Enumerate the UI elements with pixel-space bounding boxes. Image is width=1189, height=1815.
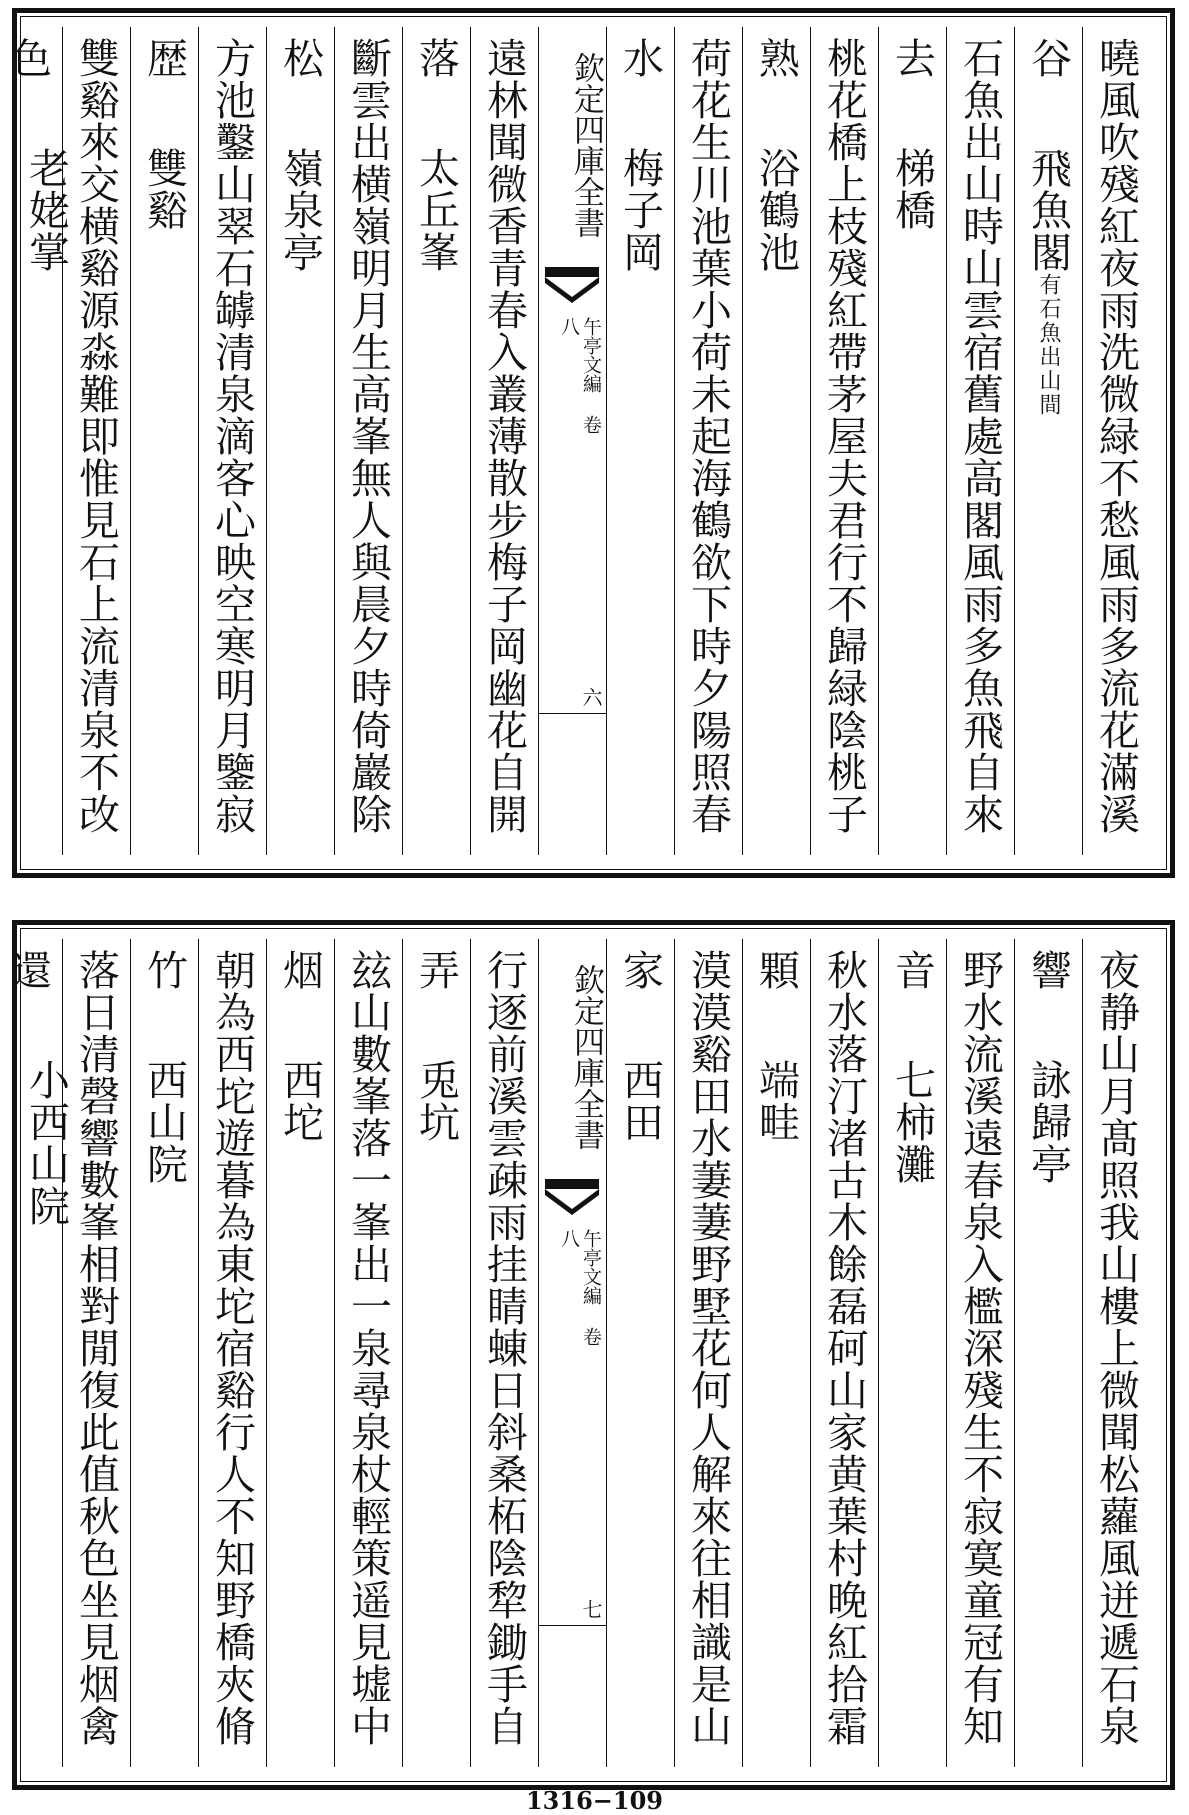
poem-title-text: 飛魚閣 — [1024, 147, 1072, 273]
poem-line: 漠漠谿田水萋萋野墅花何人解來往相識是山家 — [616, 949, 732, 1747]
annotation-right: 有石魚 — [1036, 273, 1061, 345]
poem-line: 方池鑿山翠石罅清泉滴客心映空寒明月鑒寂歴 — [140, 37, 256, 835]
title-column — [878, 939, 946, 1767]
poem-line: 玆山數峯落一峯出一泉尋泉杖輕策遥見墟中烟 — [276, 949, 392, 1747]
center-fold-column — [538, 27, 606, 855]
chapter-label — [543, 1229, 602, 1349]
chapter-label — [543, 317, 602, 437]
poem-title: 西田 — [616, 1059, 664, 1143]
volume-label: 卷八 — [558, 317, 602, 434]
book-title: 欽定四庫全書 — [568, 52, 604, 238]
poem-title: 雙谿 — [140, 147, 188, 231]
title-column — [266, 939, 334, 1767]
poem-title: 老姥掌 — [22, 147, 70, 273]
poem-line: 落日清磬響數峯相對閒復此值秋色坐見烟禽還 — [4, 949, 120, 1747]
center-fold-column — [538, 939, 606, 1767]
volume-label: 卷八 — [558, 1229, 602, 1346]
leaf-number: 七 — [539, 1599, 606, 1626]
poem-title: 端畦 — [752, 1059, 800, 1143]
poem-line: 桃花橋上枝殘紅帶茅屋夫君行不歸緑陰桃子熟 — [752, 37, 868, 835]
poem-line: 秋水落汀渚古木餘磊砢山家黄葉村晚紅拾霜顆 — [752, 949, 868, 1747]
title-column — [130, 939, 198, 1767]
book-title: 欽定四庫全書 — [568, 964, 604, 1150]
work-title: 午亭文編 — [580, 317, 602, 393]
work-title: 午亭文編 — [580, 1229, 602, 1305]
poem-line: 野水流溪遠春泉入檻深殘生不寂寞童冠有知音 — [888, 949, 1004, 1747]
poem-line: 夜静山月髙照我山樓上微聞松蘿風迸遞石泉響 — [1024, 949, 1140, 1747]
title-column — [130, 27, 198, 855]
poem-line: 石魚出山時山雲宿舊處高閣風雨多魚飛自來去 — [888, 37, 1004, 835]
poem-line: 遠林聞微香青春入叢薄散步梅子岡幽花自開落 — [412, 37, 528, 835]
poem-line: 曉風吹殘紅夜雨洗微緑不愁風雨多流花滿溪谷 — [1024, 37, 1140, 835]
leaf-number: 六 — [539, 687, 606, 714]
book-page-upper — [4, 8, 1175, 878]
title-column — [266, 27, 334, 855]
poem-line: 行逐前溪雲疎雨挂睛蝀日斜桑柘陰犂鋤手自弄 — [412, 949, 528, 1747]
title-column — [606, 27, 674, 855]
annotation-note — [1034, 273, 1062, 417]
poem-line: 斷雲出横嶺明月生高峯無人與晨夕時倚巖除松 — [276, 37, 392, 835]
poem-title: 梯橋 — [888, 147, 936, 231]
annotation-left: 出山間 — [1036, 345, 1061, 417]
title-column — [742, 27, 810, 855]
poem-title: 太丘峯 — [412, 147, 460, 273]
title-column — [742, 939, 810, 1767]
poem-line: 荷花生川池葉小荷未起海鶴欲下時夕陽照春水 — [616, 37, 732, 835]
fish-tail-mark — [545, 267, 600, 303]
poem-title: 小西山院 — [22, 1059, 70, 1227]
title-column — [402, 939, 470, 1767]
fish-tail-mark — [545, 1179, 600, 1215]
poem-title: 梅子岡 — [616, 147, 664, 273]
title-column — [1014, 939, 1082, 1767]
poem-title — [1014, 27, 1082, 855]
poem-line: 朝為西坨遊暮為東坨宿谿行人不知野橋夾脩竹 — [140, 949, 256, 1747]
poem-title: 詠歸亭 — [1024, 1059, 1072, 1185]
poem-title: 浴鶴池 — [752, 147, 800, 273]
poem-line: 雙谿來交横谿源淼難即惟見石上流清泉不改色 — [4, 37, 120, 835]
title-column — [878, 27, 946, 855]
poem-title: 嶺泉亭 — [276, 147, 324, 273]
poem-title: 西坨 — [276, 1059, 324, 1143]
book-page-lower — [4, 920, 1175, 1790]
title-column — [1014, 27, 1082, 855]
poem-title: 七柿灘 — [888, 1059, 936, 1185]
title-column — [606, 939, 674, 1767]
poem-title: 兎坑 — [412, 1059, 460, 1143]
poem-title: 西山院 — [140, 1059, 188, 1185]
title-column — [402, 27, 470, 855]
page-footer-number: 1316−109 — [525, 1786, 663, 1815]
